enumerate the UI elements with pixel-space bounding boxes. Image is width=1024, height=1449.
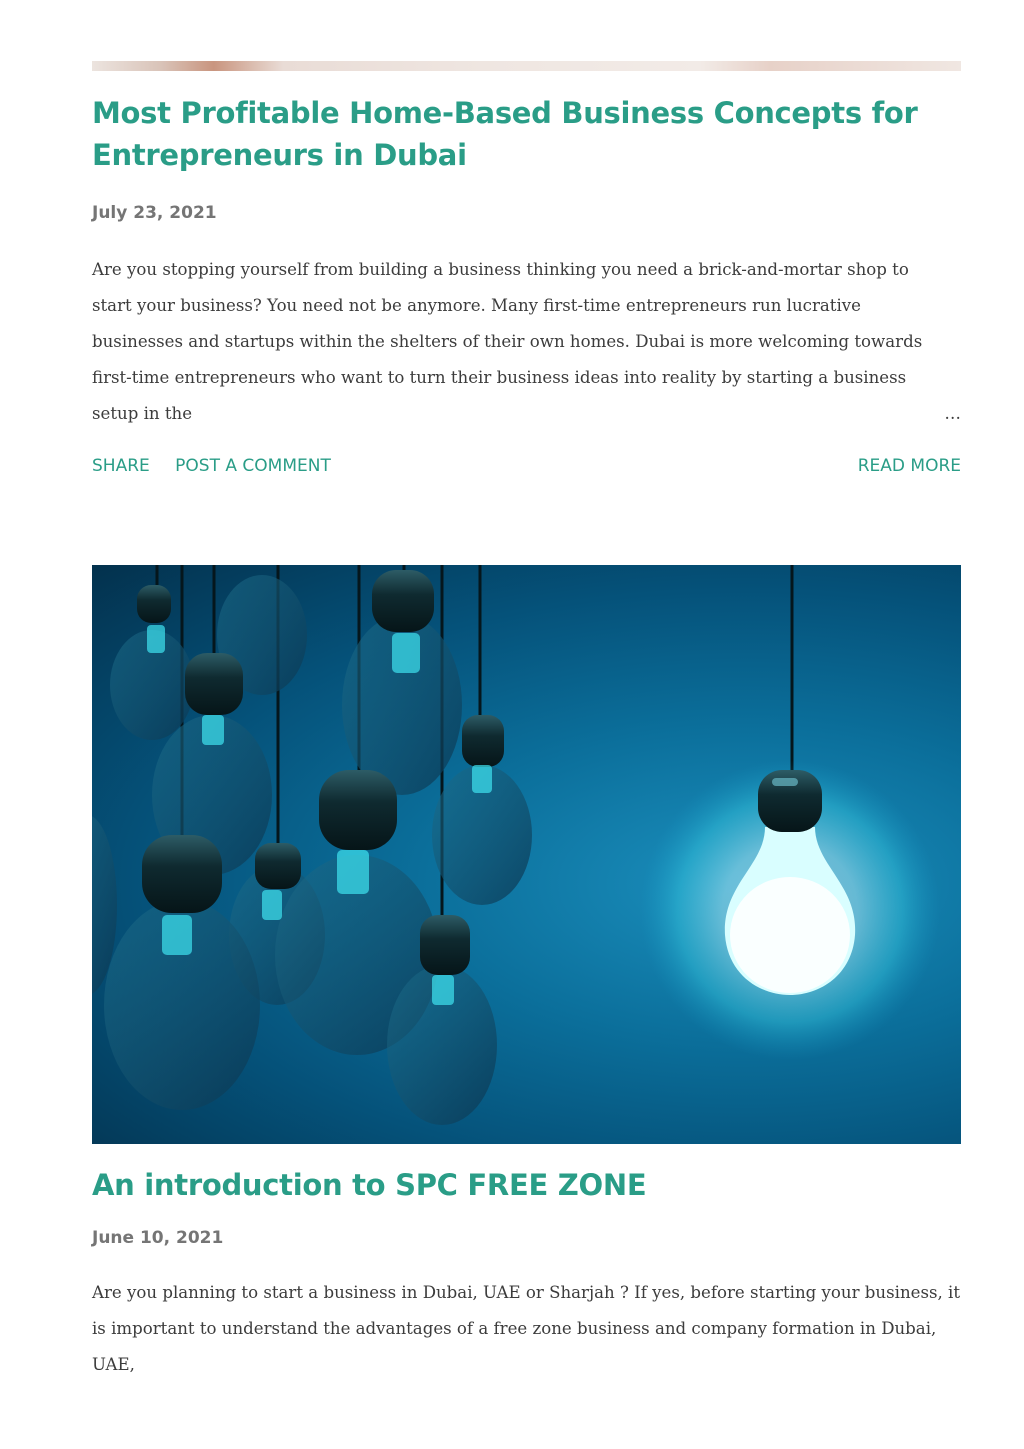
post-comment-link[interactable]: POST A COMMENT [175, 456, 331, 476]
post-date: June 10, 2021 [92, 1228, 224, 1248]
post-title-link[interactable]: An introduction to SPC FREE ZONE [92, 1168, 647, 1202]
post-snippet [92, 252, 961, 432]
post-card [92, 1164, 961, 1383]
previous-post-image[interactable] [92, 61, 961, 71]
post-actions [92, 456, 961, 480]
post-featured-image[interactable] [92, 565, 961, 1144]
read-more-link[interactable]: READ MORE [857, 456, 961, 476]
light-bulbs-illustration [92, 565, 961, 1144]
post-snippet-text: Are you planning to start a business in Dubai, UAE or Sharjah ? If yes, before starting your business, it is important to understand the advantages of a free zone business and company formation in Dubai, UAE, [92, 1283, 961, 1374]
post-card [92, 92, 961, 480]
post-snippet-text: Are you stopping yourself from building a business thinking you need a brick-and-mortar shop to start your business? You need not be anymore. Many first-time entrepreneurs run lucrative businesses and startups within the shelters of their own homes. Dubai is more welcoming towards first-time entrepreneurs who want to turn their business ideas into reality by starting a business setup in the [92, 260, 923, 423]
post-snippet [92, 1275, 961, 1383]
share-link[interactable]: SHARE [92, 456, 150, 476]
post-title-link[interactable]: Most Profitable Home-Based Business Concepts for Entrepreneurs in Dubai [92, 96, 918, 172]
bulb-icon [104, 835, 260, 1110]
glowing-bulb-icon [640, 760, 940, 1060]
snippet-ellipsis: … [944, 404, 961, 423]
post-date: July 23, 2021 [92, 203, 217, 223]
